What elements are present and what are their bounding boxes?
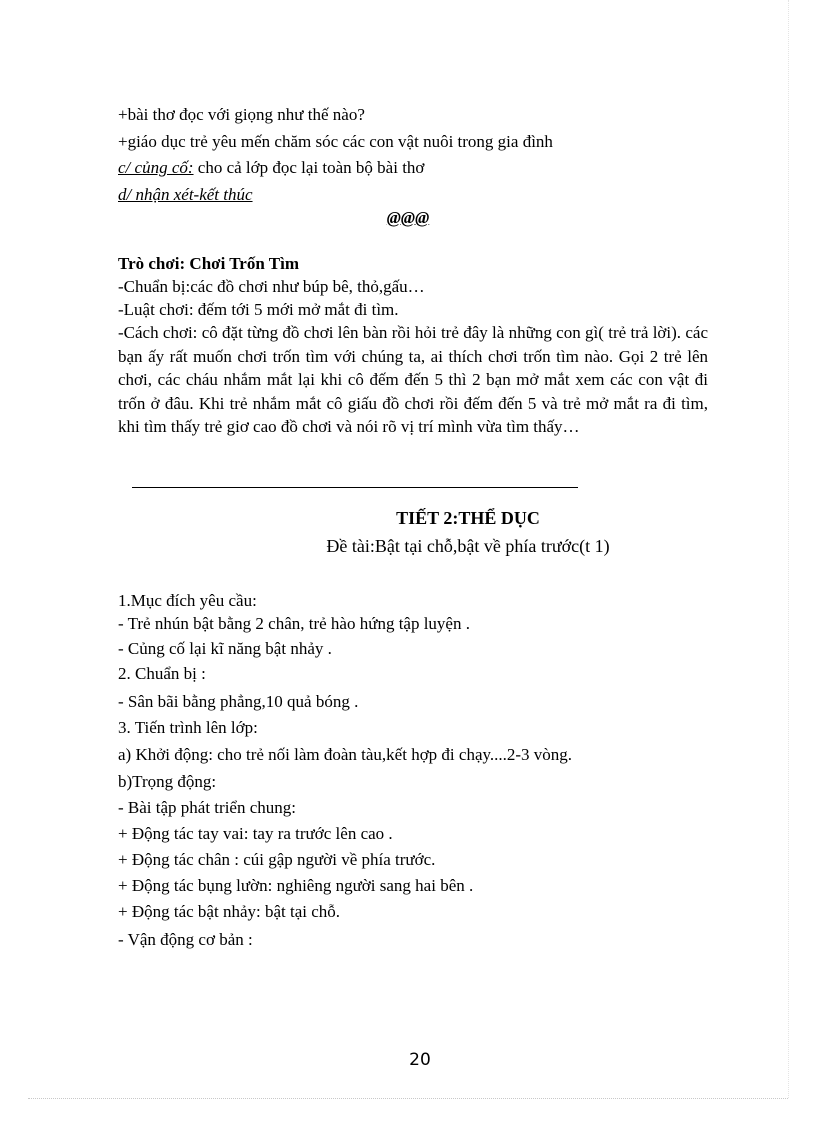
lesson-subheading: Đề tài:Bật tại chỗ,bật về phía trước(t 1) [326, 536, 610, 556]
lesson-line: 3. Tiến trình lên lớp: [118, 718, 258, 737]
lesson-line: - Bài tập phát triển chung: [118, 798, 296, 817]
lesson-line: - Trẻ nhún bật bằng 2 chân, trẻ hào hứng tập luyện . [118, 614, 470, 633]
lesson-line: + Động tác bật nhảy: bật tại chỗ. [118, 902, 341, 921]
lesson-line: 1.Mục đích yêu cầu: [118, 591, 257, 610]
lesson-line: a) Khởi động: cho trẻ nối làm đoàn tàu,kết hợp đi chạy....2-3 vòng. [118, 745, 573, 764]
question-line: +bài thơ đọc với giọng như thế nào? [118, 105, 365, 124]
education-line: +giáo dục trẻ yêu mến chăm sóc các con vật nuôi trong gia đình [118, 132, 553, 151]
lesson-line: - Củng cố lại kĩ năng bật nhảy . [118, 639, 332, 658]
lesson-line: b)Trọng động: [118, 772, 217, 791]
lesson-line: - Sân bãi bằng phẳng,10 quả bóng . [118, 692, 359, 711]
consolidation-text: cho cả lớp đọc lại toàn bộ bài thơ [193, 158, 425, 177]
game-howto: -Cách chơi: cô đặt từng đồ chơi lên bàn rồi hỏi trẻ đây là những con gì( trẻ trả lời). các bạn ấy rất muốn chơi trốn tìm với chúng ta, ai thích chơi trốn tìm nào. Gọi 2 trẻ lên chơi, các cháu nhắm mắt lại khi cô đếm đến 5 thì 2 bạn mở mắt xem các con vật đi trốn ở đâu. Khi trẻ nhắm mắt cô giấu đồ chơi rồi đếm đến 5 và trẻ mở mắt ra đi tìm, khi tìm thấy trẻ giơ cao đồ chơi và nói rõ vị trí mình vừa tìm thấy… [118, 323, 708, 436]
page-number: 20 [409, 1050, 431, 1070]
game-rule: -Luật chơi: đếm tới 5 mới mở mắt đi tìm. [118, 300, 399, 319]
consolidation-line [118, 157, 424, 179]
lesson-line: - Vận động cơ bản : [118, 930, 253, 949]
lesson-line: + Động tác chân : cúi gập người về phía trước. [118, 850, 436, 869]
page-edge-bottom [28, 1098, 788, 1099]
game-title: Trò chơi: Chơi Trốn Tìm [118, 254, 299, 273]
game-prep: -Chuẩn bị:các đồ chơi như búp bê, thỏ,gấu… [118, 277, 425, 296]
consolidation-label: c/ củng cố: [118, 158, 194, 177]
review-line: d/ nhận xét-kết thúc [118, 185, 253, 204]
section-separator: @@@ [386, 208, 430, 227]
lesson-line: 2. Chuẩn bị : [118, 664, 206, 683]
horizontal-divider [132, 487, 578, 488]
page-edge-right [788, 0, 789, 1098]
lesson-line: + Động tác bụng lườn: nghiêng người sang hai bên . [118, 876, 474, 895]
lesson-heading: TIẾT 2:THỂ DỤC [396, 508, 540, 528]
lesson-line: + Động tác tay vai: tay ra trước lên cao . [118, 824, 393, 843]
